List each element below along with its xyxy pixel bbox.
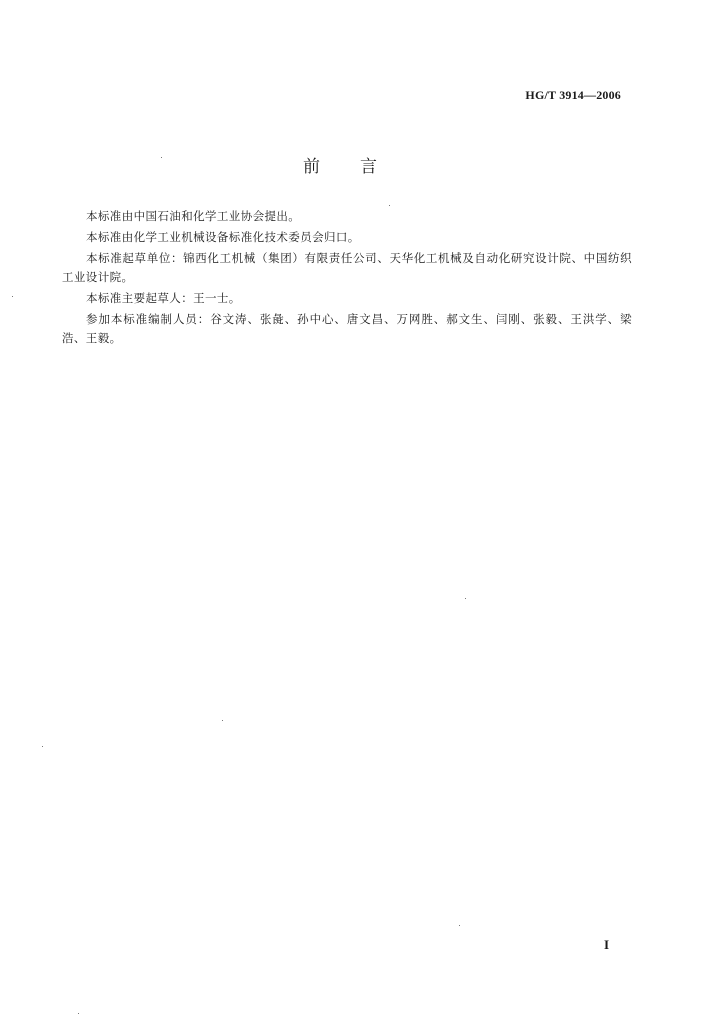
paragraph-participants: 参加本标准编制人员：谷文涛、张彘、孙中心、唐文昌、万网胜、郝文生、闫刚、张毅、王洪学、梁浩、王毅。 (62, 312, 632, 345)
paragraph-administered-by: 本标准由化学工业机械设备标准化技术委员会归口。 (86, 230, 360, 244)
scan-speck (465, 598, 466, 599)
scan-speck (161, 157, 162, 158)
paragraph-proposed-by: 本标准由中国石油和化学工业协会提出。 (86, 209, 301, 223)
paragraph-main-drafter: 本标准主要起草人：王一士。 (86, 291, 241, 305)
page-title: 前言 (303, 157, 417, 177)
scan-speck (389, 205, 390, 206)
paragraph-drafting-units: 本标准起草单位：锦西化工机械（集团）有限责任公司、天华化工机械及自动化研究设计院、中国纺织工业设计院。 (62, 251, 632, 284)
scan-speck (42, 746, 43, 747)
foreword-body (62, 207, 632, 350)
scan-speck (222, 720, 223, 721)
page-number: I (604, 937, 610, 952)
standard-code: HG/T 3914—2006 (525, 88, 621, 102)
scan-speck (78, 1013, 79, 1014)
scan-speck (12, 296, 13, 297)
scan-speck (459, 925, 460, 926)
